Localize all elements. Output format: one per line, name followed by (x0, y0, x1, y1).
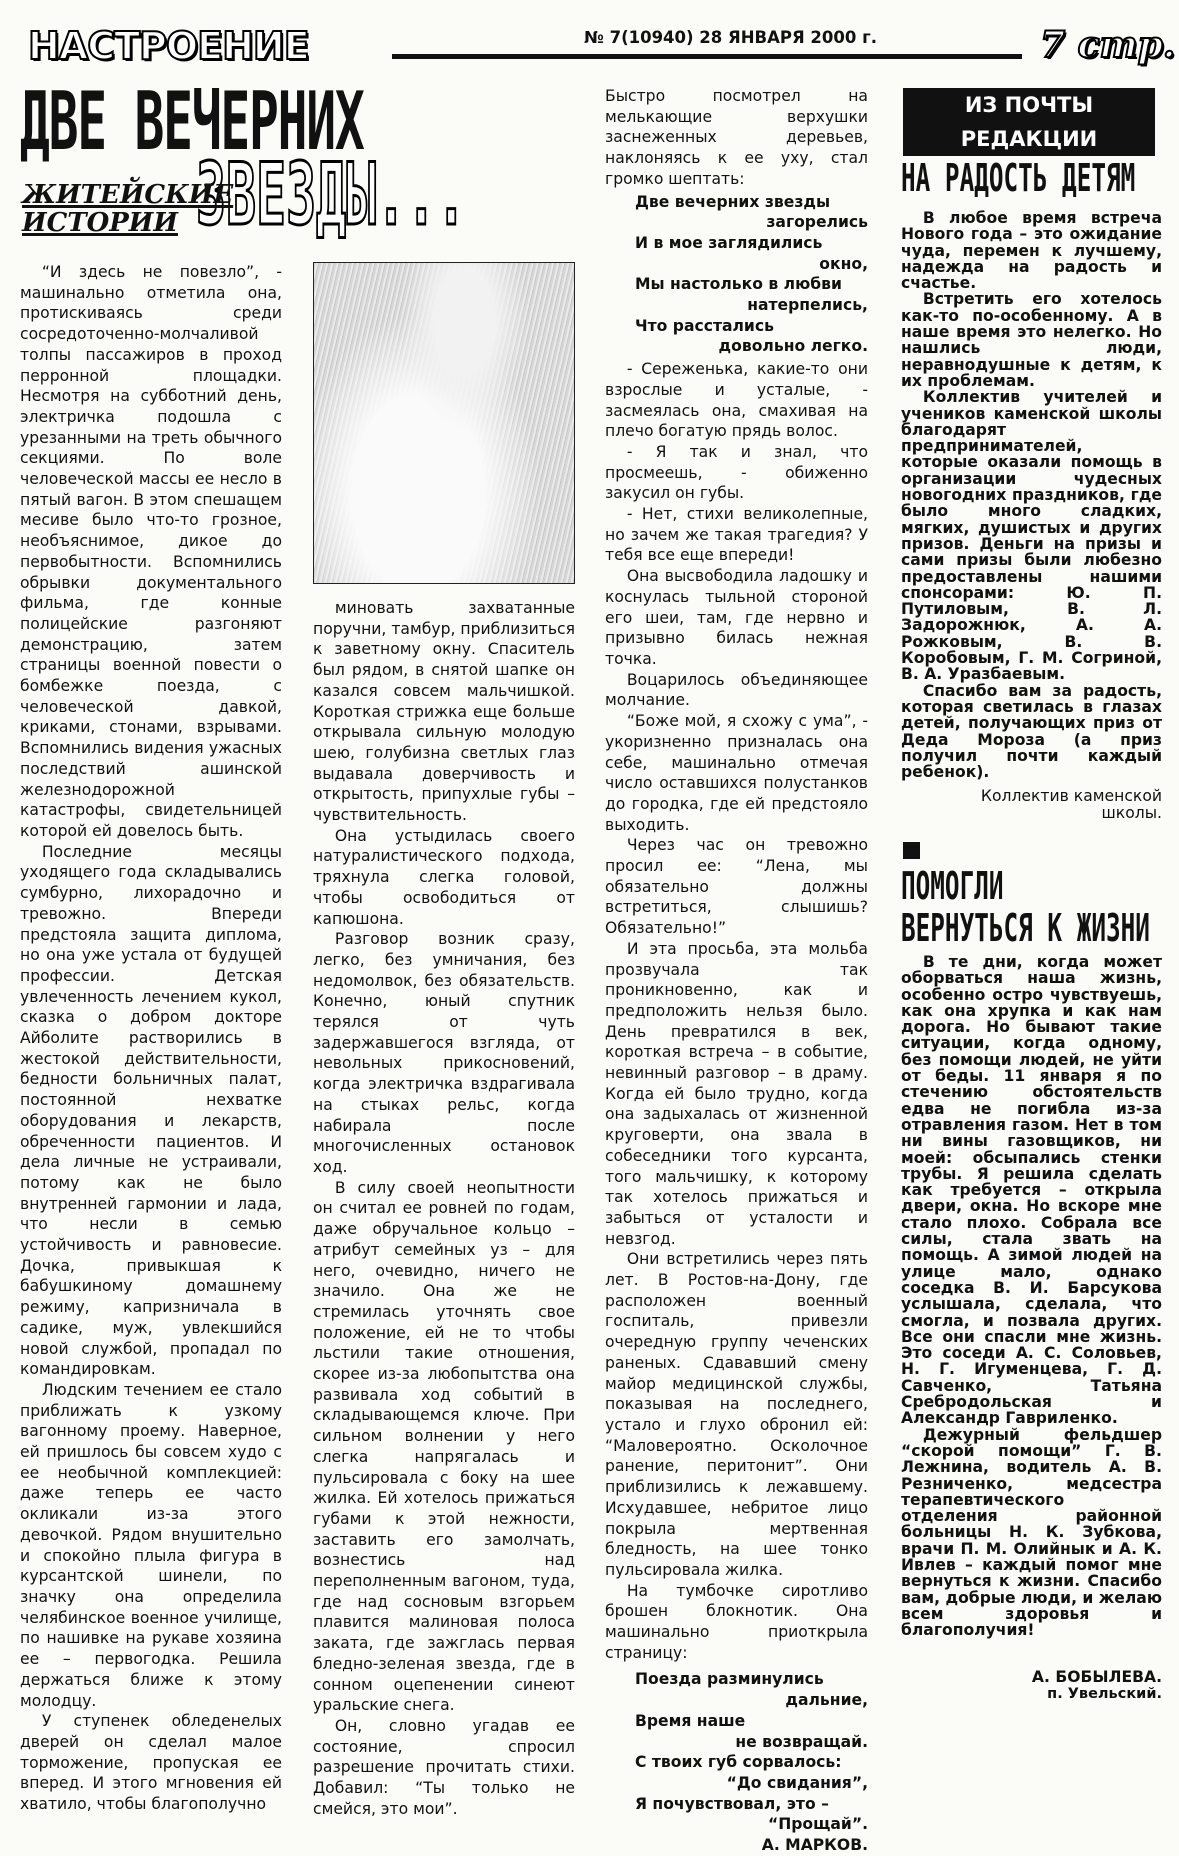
col3mid-paragraph: “Боже мой, я схожу с ума”, - укоризненно призналась она себе, машинально отмечая число оставшихся полустанков до городка, где ей предстояло выходить. (605, 712, 868, 834)
col3-intro: Быстро посмотрел на мелькающие верхушки заснеженных деревьев, наклоняясь к ее уху, стал громко шептать: (605, 87, 868, 188)
col3mid-paragraph: Воцарилось объединяющее молчание. (605, 670, 868, 710)
section-rubric: НАСТРОЕНИЕ (28, 24, 309, 68)
letter2-title-line2: ВЕРНУТЬСЯ К ЖИЗНИ (901, 906, 1150, 950)
letter2-paragraph: В те дни, когда может оборваться наша жизнь, особенно остро чувствуешь, как она хрупка и как нам дорога. Но бывают такие ситуации, когда одному, без помощи людей, не уйти от беды. 11 января я по стечению обстоятельств едва не погибла из-за отравления газом. Нет в том ни вины газовщиков, ни моей: обсыпались стенки трубы. Я решила сделать как требуется – открыла двери, окна. Но вскоре мне стало плохо. Собрала все силы, стала звать на помощь. А зимой людей на улице мало, однако соседка В. И. Барсукова услышала, сделала, что смогла, и позвала других. Все они спасли мне жизнь. Это соседи А. С. Соловьев, Н. Г. Игуменцева, Г. Д. Савченко, Татьяна Сребродольская и Александр Гавриленко. (901, 953, 1162, 1428)
signature-place: п. Увельский. (1047, 1686, 1162, 1702)
story-column-3 (605, 86, 868, 1855)
poem-line: Мы настолько в любви (635, 275, 842, 294)
poem-line-continuation: довольно легко. (718, 337, 868, 356)
letter1-title: НА РАДОСТЬ ДЕТЯМ (901, 156, 1136, 200)
letter2-signature (960, 1668, 1162, 1702)
col3mid-paragraph: Она высвободила ладошку и коснулась тыльной стороной его шеи, там, где нервно и призывно билась нежная точка. (605, 567, 868, 668)
col1-paragraph: У ступенек обледенелых дверей он сделал малое торможение, пропуская ее вперед. И этого мгновения ей хватило, чтобы благополучно (20, 1712, 282, 1814)
poem-line-continuation: дальние, (785, 1691, 868, 1710)
letter1-paragraph: Встретить его хотелось как-то по-особенному. А в наше время это нелегко. Но нашлись люди, неравнодушные к детям, к их проблемам. (901, 290, 1162, 390)
poem-line-continuation: не возвращай. (735, 1732, 868, 1751)
poem-line: Что расстались (635, 316, 774, 335)
bullet-square-1 (903, 134, 920, 151)
issue-line: № 7(10940) 28 ЯНВАРЯ 2000 г. (578, 28, 883, 47)
poem-line-continuation: “Прощай”. (767, 1815, 868, 1834)
masthead-rule-left (392, 54, 1022, 59)
col3mid-paragraph: Они встретились через пять лет. В Ростов-на-Дону, где расположен военный госпиталь, привезли очередную группу чеченских раненых. Сдававший смену майор медицинской службы, показывая на последнего, устало и глухо обронил ей: “Маловероятно. Осколочное ранение, перитонит”. Они приблизились к лежавшему. Исхудавшее, небритое лицо покрыла мертвенная бледность, на шее тонко пульсировала жилка. (605, 1250, 868, 1579)
col2-paragraph: миновать захватанные поручни, тамбур, приблизиться к заветному окну. Спаситель был рядом, в снятой шапке он казался совсем мальчишкой. Короткая стрижка еще больше открывала сильную молодую шею, голубизна светлых глаз выдавала доверчивость и открытость, припухлые губы – чувствительность. (313, 599, 575, 825)
letter1-signature: Коллектив каменской школы. (980, 787, 1162, 822)
letters-banner: ИЗ ПОЧТЫ РЕДАКЦИИ (903, 88, 1155, 156)
poem-line-continuation: натерпелись, (747, 296, 868, 315)
col3mid-paragraph: И эта просьба, эта мольба прозвучала так проникновенно, как и предположить нельзя было. День превратился в век, короткая встреча – в событие, невинный разговор – в драму. Когда ей было трудно, когда она задыхалась от жизненной круговерти, она звала в собеседники того курсанта, того мальчишку, к которому так хотелось прижаться и забыться от усталости и невзгод. (605, 939, 868, 1248)
headline-line2: ЗВЕЗДЫ... (196, 145, 467, 245)
poem-line: С твоих губ сорвалось: (635, 1753, 842, 1772)
author-signature: А. МАРКОВ. (761, 1836, 868, 1855)
letter1-paragraph: Коллектив учителей и учеников каменской школы благодарят предпринимателей, которые оказали помощь в организации чудесных новогодних праздников, где было много сладких, мягких, душистых и других призов. Деньги на призы и сами призы были любезно предоставлены нашими спонсорами: Ю. П. Путиловым, В. Л. Задорожнюк, А. А. Рожковым, В. В. Коробовым, Г. М. Согриной, В. А. Уразбаевым. (901, 388, 1162, 684)
col1-paragraph: “И здесь не повезло”, - машинально отметила она, протискиваясь среди сосредоточенно-молчаливой толпы пассажиров в проход перронной площадки. Несмотря на субботний день, электричка подошла с урезанными на треть обычного секциями. По воле человеческой массы ее несло в пятый вагон. В этом спешащем месиве было что-то грозное, необъяснимое, дикое до первобытности. Вспомнились обрывки документального фильма, где конные полицейские разгоняют демонстрацию, затем страницы военной повести о бомбежке поезда, с человеческой давкой, криками, стонами, взрывами. Вспомнились видения ужасных последствий ашинской железнодорожной катастрофы, свидетельницей которой ей довелось быть. (20, 263, 282, 840)
letter2-paragraph: Дежурный фельдшер “скорой помощи” Г. В. Лежнина, водитель А. В. Резниченко, медсестра терапевтического отделения районной больницы Н. К. Зубкова, врачи П. М. Олийнык и А. К. Ивлев – каждый помог мне вернуться к жизни. Спасибо вам, добрые люди, и желаю всем здоровья и благополучия! (901, 1425, 1162, 1640)
col3mid-paragraph: - Я так и знал, что просмеешь, - обиженно закусил он губы. (605, 442, 868, 503)
col3-middle (605, 359, 868, 1663)
poem-line: Время наше (635, 1711, 746, 1730)
letter1-paragraph: В любое время встреча Нового года – это ожидание чуда, перемен к лучшему, надежда на радость и счастье. (901, 209, 1162, 293)
signature-name: А. БОБЫЛЕВА. (1031, 1668, 1162, 1686)
letter2-body (901, 954, 1162, 1638)
col2-paragraph: Она устыдилась своего натуралистического подхода, тряхнула слегка головой, чтобы освободиться от капюшона. (313, 826, 575, 928)
kicker-line1: ЖИТЕЙСКИЕ (22, 180, 234, 210)
poem-line: И в мое заглядились (635, 233, 823, 252)
bullet-square-2 (903, 842, 920, 859)
col2-paragraph: В силу своей неопытности он считал ее ровней по годам, даже обручальное кольцо – атрибут семейных уз – для него, очевидно, ничего не значило. Она же не стремилась уточнять свое положение, ей не то чтобы льстили такие отношения, скорее из-за любопытства она развивала ход событий в складывающемся ключе. При сильном волнении у него слегка напрягалась и пульсировала с боку на шее жилка. Ей хотелось прижаться губами к этой нежности, заставить его замолчать, вознестись над переполненным вагоном, туда, где над сосновым взгорьем плавится малиновая полоса заката, где зажглась первая бледно-зеленая звезда, где в сонном оцепенении синеют уральские снега. (313, 1178, 575, 1715)
photo-couple-icon (313, 262, 575, 584)
headline-line1: ДВЕ ВЕЧЕРНИХ (20, 75, 364, 168)
letter2-title-line1: ПОМОГЛИ (901, 864, 1004, 908)
col3mid-paragraph: Через час он тревожно просил ее: “Лена, мы обязательно должны встретиться, слышишь? Обязательно!” (605, 836, 868, 938)
kicker-line2: ИСТОРИИ (22, 208, 178, 238)
poem-line: Я почувствовал, это – (635, 1794, 829, 1813)
col2-paragraph: Разговор возник сразу, легко, без умничания, без недомолвок, без обязательств. Конечно, юный спутник терялся от чуть задержавшегося взгляда, от невольных прикосновений, когда электричка вздрагивала на стыках рельс, когда набирала после многочисленных остановок ход. (313, 930, 575, 1176)
col3mid-paragraph: На тумбочке сиротливо брошен блокнотик. Она машинально приоткрыла страницу: (605, 1581, 868, 1662)
poem-line: Две вечерних звезды (635, 192, 831, 211)
letter1-paragraph: Спасибо вам за радость, которая светилась в глазах детей, получающих приз от Деда Мороза (а приз получил почти каждый ребенок). (901, 681, 1162, 782)
col1-paragraph: Людским течением ее стало приближать к узкому вагонному проему. Наверное, ей пришлось бы совсем худо с ее необычной комплекцией: даже теперь ее часто окликали из-за этого девочкой. Рядом внушительно и спокойно плыла фигура в курсантской шинели, по значку она определила челябинское военное училище, по нашивке на рукаве хозяина ее – первогодка. Решила держаться ближе к этому молодцу. (20, 1380, 282, 1710)
poem-2 (605, 1669, 868, 1835)
page-number: 7 стр. (1040, 24, 1176, 66)
letter1-body (901, 210, 1162, 821)
poem-line-continuation: окно, (819, 254, 868, 273)
col3mid-paragraph: - Нет, стихи великолепные, но зачем же такая трагедия? У тебя все еще впереди! (605, 505, 868, 565)
poem-1 (605, 192, 868, 358)
poem-line-continuation: “До свидания”, (726, 1773, 868, 1792)
col3mid-paragraph: - Сереженька, какие-то они взрослые и усталые, - засмеялась она, смахивая на плечо богатую прядь волос. (605, 360, 868, 441)
story-column-1 (20, 262, 282, 1814)
col1-paragraph: Последние месяцы уходящего года складывались сумбурно, лихорадочно и тревожно. Впереди предстояла защита диплома, но она уже устала от будущей профессии. Детская увлеченность лечением кукол, сказка о добром докторе Айболите растворились в жестокой действительности, бедности больничных палат, постоянной нехватке оборудования и лекарств, обреченности пациентов. И дела личные не устраивали, потому как не было внутренней гармонии и лада, что несли в семью устойчивость и равновесие. Дочка, привыкшая к бабушкиному домашнему режиму, капризничала в садике, муж, увлекшийся новой службой, пропадал по командировкам. (20, 842, 282, 1379)
poem-line-continuation: загорелись (766, 213, 868, 232)
story-column-2 (313, 598, 575, 1818)
poem-line: Поезда разминулись (635, 1670, 824, 1689)
col2-paragraph: Он, словно угадав ее состояние, спросил разрешение прочитать стихи. Добавил: “Ты только не смейся, это мои”. (313, 1716, 575, 1818)
